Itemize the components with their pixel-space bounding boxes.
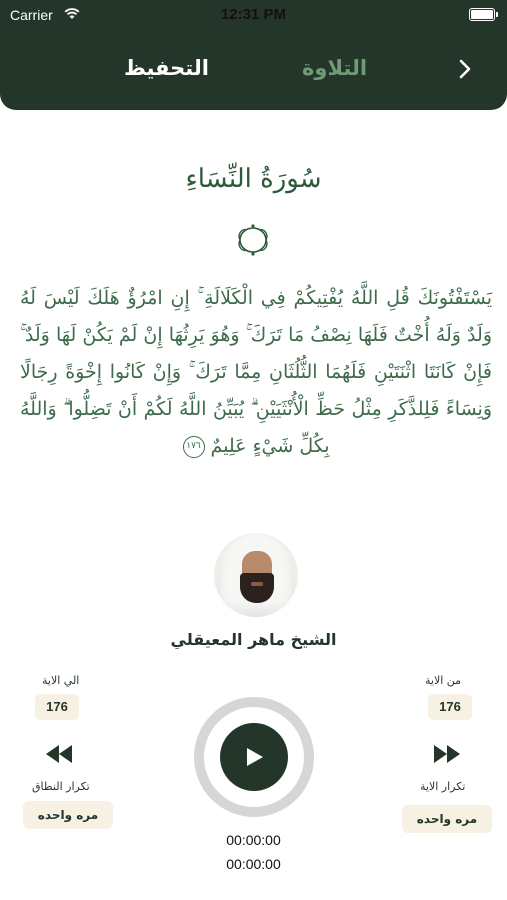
repeat-range-value[interactable]: مره واحده	[23, 801, 113, 829]
carrier-label: Carrier	[10, 7, 53, 23]
verse-body: يَسْتَفْتُونَكَ قُلِ اللَّهُ يُفْتِيكُمْ فِي الْكَلَالَةِ ۚ إِنِ امْرُؤٌ هَلَكَ لَيْسَ لَهُ وَلَدٌ وَلَهُ أُخْتٌ فَلَهَا نِصْفُ مَا تَرَكَ ۚ وَهُوَ يَرِثُهَا إِنْ لَمْ يَكُنْ لَهَا وَلَدٌ ۚ فَإِنْ كَانَتَا اثْنَتَيْنِ فَلَهُمَا الثُّلُثَانِ مِمَّا تَرَكَ ۚ وَإِنْ كَانُوا إِخْوَةً رِجَالًا وَنِسَاءً فَلِلذَّكَرِ مِثْلُ حَظِّ الْأُنْثَيَيْنِ ۗ يُبَيِّنُ اللَّهُ لَكُمْ أَنْ تَضِلُّوا ۗ وَاللَّهُ بِكُلِّ شَيْءٍ عَلِيمٌ	[20, 287, 492, 457]
total-time: 00:00:00	[226, 856, 281, 872]
reciter-name: الشيخ ماهر المعيقلي	[170, 630, 337, 649]
from-verse-value[interactable]: 176	[428, 694, 472, 720]
avatar-beard	[240, 573, 274, 603]
repeat-verse-label: تكرار الاية	[420, 780, 466, 793]
avatar-mouth	[251, 582, 263, 586]
app-header	[0, 0, 507, 110]
battery-icon	[469, 8, 495, 21]
tab-recitation[interactable]: التلاوة	[302, 56, 368, 80]
rewind-icon[interactable]	[46, 745, 72, 763]
fast-forward-icon[interactable]	[434, 745, 460, 763]
status-bar	[0, 6, 507, 26]
repeat-range-label: تكرار النطاق	[32, 780, 90, 793]
to-verse-label: الي الاية	[42, 674, 80, 687]
verse-number-mark: ١٧٦	[183, 436, 205, 458]
play-button-ring	[194, 697, 314, 817]
verse-text	[20, 280, 492, 465]
reciter-avatar	[214, 533, 298, 617]
repeat-verse-value[interactable]: مره واحده	[402, 805, 492, 833]
ornament-icon	[234, 222, 272, 258]
from-verse-label: من الاية	[425, 674, 462, 687]
battery-fill	[471, 10, 493, 19]
play-icon	[246, 747, 264, 767]
tab-memorization[interactable]: التحفيظ	[124, 56, 209, 80]
surah-title: سُورَةُ النِّسَاءِ	[185, 164, 322, 194]
current-time: 00:00:00	[226, 832, 281, 848]
play-button[interactable]	[220, 723, 288, 791]
status-time: 12:31 PM	[220, 6, 287, 23]
chevron-right-icon[interactable]	[455, 58, 475, 80]
to-verse-value[interactable]: 176	[35, 694, 79, 720]
